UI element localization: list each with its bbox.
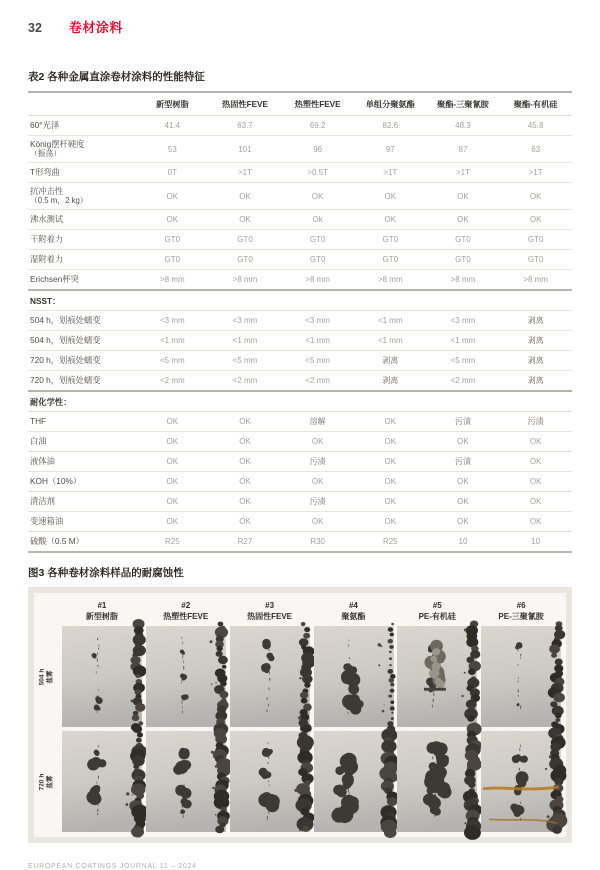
cell-value: OK (136, 452, 209, 472)
cell-value: <1 mm (354, 311, 427, 331)
cell-value: 45.8 (499, 116, 572, 136)
cell-value: <1 mm (354, 331, 427, 351)
cell-value: OK (281, 432, 354, 452)
table-row (28, 183, 572, 210)
sample-number: #1 (97, 601, 107, 611)
cell-value: GT0 (136, 230, 209, 250)
row-label: 湿附着力 (28, 250, 136, 270)
cell-value: 0T (136, 163, 209, 183)
cell-value: 剥离 (354, 371, 427, 392)
cell-value: 82.6 (354, 116, 427, 136)
row-label-hours: 504 h (38, 668, 46, 685)
sample-name: PE-三聚氰胺 (498, 611, 544, 621)
corner-cell (28, 92, 136, 116)
table-row (28, 351, 572, 371)
cell-value: OK (136, 412, 209, 432)
section-title: 卷材涂料 (68, 20, 123, 35)
sample-name: 热固性FEVE (247, 611, 293, 621)
panel-photo (397, 731, 477, 832)
cell-value: 溶解 (281, 412, 354, 432)
performance-table (28, 91, 572, 553)
row-label: 抗冲击性 （0.5 m，2 kg） (28, 183, 136, 210)
cell-value: 63.7 (209, 116, 282, 136)
panel-photo (397, 626, 477, 727)
cell-value: OK (354, 432, 427, 452)
table-row (28, 371, 572, 392)
cell-value: OK (136, 432, 209, 452)
page-number: 32 (28, 21, 42, 35)
column-header: 新型树脂 (155, 99, 189, 109)
cell-value: >8 mm (354, 270, 427, 291)
panel-photo (314, 731, 394, 832)
sample-number: #3 (265, 601, 275, 611)
panel-photo (314, 626, 394, 727)
cell-value: <5 mm (209, 351, 282, 371)
table-title: 表2 各种金属直涂卷材涂料的性能特征 (28, 71, 205, 83)
cell-value: 剥离 (499, 351, 572, 371)
row-label: 白油 (28, 432, 136, 452)
cell-value: 剥离 (499, 371, 572, 392)
cell-value: OK (209, 472, 282, 492)
column-header: 聚酯-三聚氰胺 (437, 99, 489, 109)
section-label: 耐化学性： (28, 391, 572, 412)
panel-photo (481, 626, 561, 727)
cell-value: >0.5T (281, 163, 354, 183)
row-label-sub: （0.5 m，2 kg） (30, 196, 88, 206)
figure-column-header (230, 597, 310, 622)
panel-photo (230, 626, 310, 727)
cell-value: OK (427, 183, 500, 210)
cell-value: GT0 (354, 230, 427, 250)
cell-value: >1T (499, 163, 572, 183)
journal-footer: EUROPEAN COATINGS JOURNAL 11 – 2024 (28, 863, 197, 870)
figure-panel (28, 587, 572, 843)
cell-value: OK (354, 472, 427, 492)
cell-value: R25 (354, 532, 427, 553)
table-row (28, 492, 572, 512)
sample-number: #4 (348, 601, 358, 611)
cell-value: >1T (354, 163, 427, 183)
cell-value: OK (209, 452, 282, 472)
row-label: 变速箱油 (28, 512, 136, 532)
panel-photo (230, 731, 310, 832)
cell-value: OK (499, 472, 572, 492)
cell-value: OK (136, 210, 209, 230)
cell-value: OK (209, 183, 282, 210)
cell-value: <3 mm (136, 311, 209, 331)
sample-name: 新型树脂 (85, 611, 118, 621)
figure-column-header (146, 597, 226, 622)
cell-value: <3 mm (209, 311, 282, 331)
cell-value: >8 mm (427, 270, 500, 291)
row-label: 60°光泽 (28, 116, 136, 136)
cell-value: OK (281, 512, 354, 532)
cell-value: OK (281, 183, 354, 210)
sample-number: #6 (516, 601, 526, 611)
table-row (28, 432, 572, 452)
table-head (28, 92, 572, 116)
cell-value: 53 (136, 136, 209, 163)
cell-value: 63 (499, 136, 572, 163)
cell-value: OK (499, 183, 572, 210)
panel-photo (62, 626, 142, 727)
cell-value: 剥离 (354, 351, 427, 371)
cell-value: 污渍 (281, 452, 354, 472)
row-label-saltspray: 盐雾 (47, 775, 54, 788)
panel-photo (146, 731, 226, 832)
sample-name: PE-有机硅 (418, 611, 456, 621)
cell-value: <1 mm (209, 331, 282, 351)
cell-value: 87 (427, 136, 500, 163)
cell-value: GT0 (499, 250, 572, 270)
table-row (28, 532, 572, 553)
cell-value: 10 (499, 532, 572, 553)
cell-value: OK (427, 492, 500, 512)
row-label-saltspray: 盐雾 (47, 670, 54, 683)
cell-value: <2 mm (281, 371, 354, 392)
figure-title: 图3 各种卷材涂料样品的耐腐蚀性 (28, 567, 184, 579)
cell-value: 污渍 (427, 452, 500, 472)
row-label: 液体油 (28, 452, 136, 472)
cell-value: OK (136, 183, 209, 210)
cell-value: >1T (209, 163, 282, 183)
cell-value: OK (427, 472, 500, 492)
cell-value: 剥离 (499, 331, 572, 351)
column-header: 热固性FEVE (222, 99, 268, 109)
table-body (28, 116, 572, 553)
cell-value: R30 (281, 532, 354, 553)
column-header: 热塑性FEVE (294, 99, 341, 109)
cell-value: OK (499, 452, 572, 472)
table-row (28, 116, 572, 136)
cell-value: OK (136, 512, 209, 532)
row-label: König摆杆硬度 （振荡） (28, 136, 136, 163)
row-label: 504 h，划痕处蠕变 (28, 331, 136, 351)
cell-value: OK (499, 512, 572, 532)
cell-value: <5 mm (427, 351, 500, 371)
cell-value: OK (354, 210, 427, 230)
cell-value: <1 mm (281, 331, 354, 351)
cell-value: GT0 (499, 230, 572, 250)
row-label: 硫酸（0.5 M） (28, 532, 136, 553)
cell-value: >8 mm (209, 270, 282, 291)
cell-value: OK (354, 492, 427, 512)
cell-value: GT0 (136, 250, 209, 270)
cell-value: GT0 (209, 230, 282, 250)
table-row (28, 412, 572, 432)
cell-value: <1 mm (136, 331, 209, 351)
table-row (28, 210, 572, 230)
cell-value: OK (499, 432, 572, 452)
sample-number: #2 (181, 601, 191, 611)
cell-value: OK (209, 492, 282, 512)
row-label: 沸水测试 (28, 210, 136, 230)
cell-value: 污渍 (499, 412, 572, 432)
figure-grid (36, 597, 561, 832)
row-label: Erichsen杯突 (28, 270, 136, 291)
cell-value: R27 (209, 532, 282, 553)
cell-value: <2 mm (136, 371, 209, 392)
cell-value: >8 mm (499, 270, 572, 291)
cell-value: 污渍 (427, 412, 500, 432)
row-label: THF (28, 412, 136, 432)
cell-value: OK (281, 472, 354, 492)
cell-value: OK (209, 512, 282, 532)
figure-column-header (314, 597, 394, 622)
cell-value: OK (209, 412, 282, 432)
table-row (28, 250, 572, 270)
panel-photo (146, 626, 226, 727)
cell-value: OK (209, 210, 282, 230)
cell-value: <5 mm (281, 351, 354, 371)
cell-value: >1T (427, 163, 500, 183)
figure-inner (34, 593, 566, 837)
cell-value: 96 (281, 136, 354, 163)
cell-value: OK (499, 492, 572, 512)
cell-value: GT0 (209, 250, 282, 270)
salt-spray-row-label (36, 626, 58, 727)
column-header: 单组分聚氨酯 (365, 99, 415, 109)
column-header: 聚酯-有机硅 (513, 99, 558, 109)
cell-value: 69.2 (281, 116, 354, 136)
cell-value: OK (427, 432, 500, 452)
figure-column-header (481, 597, 561, 622)
table-row (28, 270, 572, 291)
cell-value: <3 mm (281, 311, 354, 331)
cell-value: 污渍 (281, 492, 354, 512)
table-row (28, 331, 572, 351)
sample-name: 聚氨酯 (341, 611, 366, 621)
cell-value: R25 (136, 532, 209, 553)
cell-value: <1 mm (427, 331, 500, 351)
cell-value: GT0 (281, 250, 354, 270)
row-label-hours: 720 h (38, 773, 46, 790)
cell-value: GT0 (281, 230, 354, 250)
panel-photo (481, 731, 561, 832)
cell-value: OK (354, 412, 427, 432)
table-row (28, 163, 572, 183)
table-row (28, 230, 572, 250)
cell-value: OK (427, 210, 500, 230)
row-label: KOH（10%） (28, 472, 136, 492)
cell-value: OK (354, 512, 427, 532)
figure-column-header (397, 597, 477, 622)
cell-value: <2 mm (209, 371, 282, 392)
cell-value: 48.3 (427, 116, 500, 136)
cell-value: GT0 (354, 250, 427, 270)
cell-value: 101 (209, 136, 282, 163)
sample-number: #5 (432, 601, 442, 611)
cell-value: >8 mm (281, 270, 354, 291)
table-row (28, 136, 572, 163)
cell-value: OK (427, 512, 500, 532)
row-label: 清洁剂 (28, 492, 136, 512)
table-row (28, 472, 572, 492)
cell-value: OK (354, 183, 427, 210)
section-row (28, 290, 572, 311)
row-label: 504 h，划痕处蠕变 (28, 311, 136, 331)
cell-value: GT0 (427, 230, 500, 250)
cell-value: 41.4 (136, 116, 209, 136)
row-label-sub: （振荡） (30, 149, 62, 159)
row-label: 720 h，划痕处蠕变 (28, 351, 136, 371)
cell-value: Ok (281, 210, 354, 230)
figure-grid-corner (36, 597, 58, 622)
cell-value: OK (499, 210, 572, 230)
cell-value: <3 mm (427, 311, 500, 331)
cell-value: OK (136, 492, 209, 512)
figure-column-header (62, 597, 142, 622)
cell-value: 剥离 (499, 311, 572, 331)
cell-value: OK (136, 472, 209, 492)
cell-value: >8 mm (136, 270, 209, 291)
row-label: 干附着力 (28, 230, 136, 250)
salt-spray-row-label (36, 731, 58, 832)
panel-photo (62, 731, 142, 832)
sample-name: 热塑性FEVE (163, 611, 209, 621)
page-header (28, 0, 572, 36)
cell-value: 10 (427, 532, 500, 553)
cell-value: OK (209, 432, 282, 452)
section-label: NSST： (28, 290, 572, 311)
section-row (28, 391, 572, 412)
table-row (28, 452, 572, 472)
row-label: 720 h，划痕处蠕变 (28, 371, 136, 392)
row-label: T形弯曲 (28, 163, 136, 183)
cell-value: <5 mm (136, 351, 209, 371)
cell-value: OK (354, 452, 427, 472)
cell-value: <2 mm (427, 371, 500, 392)
table-row (28, 512, 572, 532)
table-row (28, 311, 572, 331)
cell-value: 97 (354, 136, 427, 163)
cell-value: GT0 (427, 250, 500, 270)
